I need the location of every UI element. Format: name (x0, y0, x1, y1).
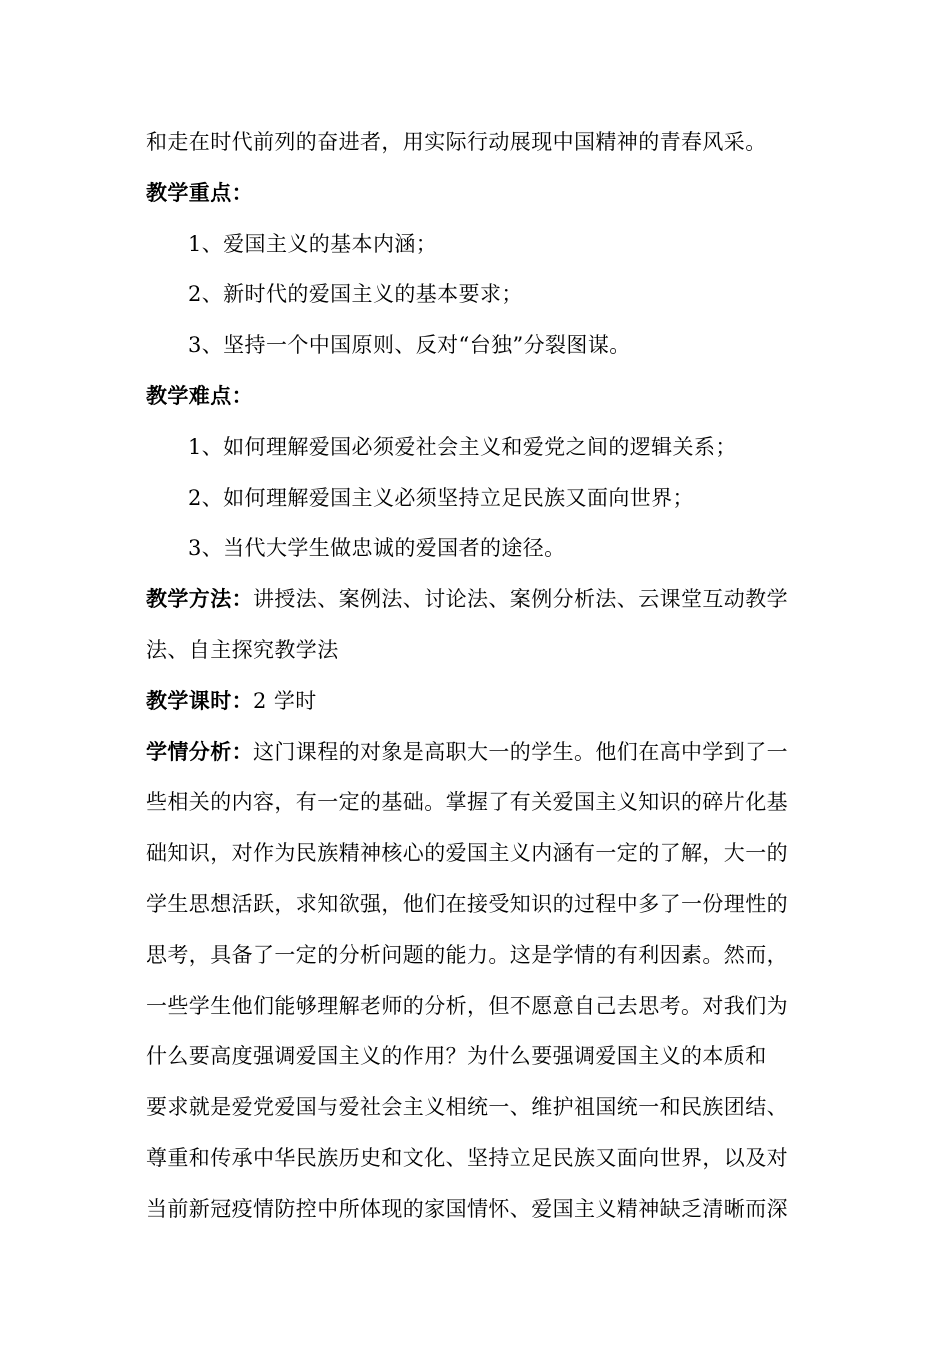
key-points-heading: 教学重点： (146, 179, 253, 205)
analysis-line: 要求就是爱党爱国与爱社会主义相统一、维护祖国统一和民族团结、 (146, 1095, 788, 1120)
analysis-line: 思考，具备了一定的分析问题的能力。这是学情的有利因素。然而， (146, 942, 788, 967)
key-point-item: 1、爱国主义的基本内涵； (188, 231, 438, 256)
hours-value: 2 学时 (253, 688, 317, 713)
difficult-points-heading: 教学难点： (146, 382, 253, 408)
intro-line: 和走在时代前列的奋进者，用实际行动展现中国精神的青春风采。 (146, 130, 767, 154)
analysis-line: 什么要高度强调爱国主义的作用？为什么要强调爱国主义的本质和 (146, 1044, 767, 1069)
document-page (146, 117, 816, 1235)
difficult-point-item: 1、如何理解爱国必须爱社会主义和爱党之间的逻辑关系； (188, 434, 737, 459)
analysis-line: 尊重和传承中华民族历史和文化、坚持立足民族又面向世界，以及对 (146, 1145, 788, 1170)
analysis-line: 当前新冠疫情防控中所体现的家国情怀、爱国主义精神缺乏清晰而深 (146, 1196, 788, 1221)
key-point-item: 2、新时代的爱国主义的基本要求； (188, 282, 523, 307)
analysis-line: 一些学生他们能够理解老师的分析，但不愿意自己去思考。对我们为 (146, 993, 788, 1018)
analysis-line: 些相关的内容，有一定的基础。掌握了有关爱国主义知识的碎片化基 (146, 790, 788, 815)
methods-text: 讲授法、案例法、讨论法、案例分析法、云课堂互动教学 (253, 587, 788, 612)
analysis-text: 这门课程的对象是高职大一的学生。他们在高中学到了一 (253, 739, 788, 764)
key-point-item: 3、坚持一个中国原则、反对“台独”分裂图谋。 (188, 333, 631, 358)
methods-paragraph (146, 574, 816, 625)
analysis-line: 学生思想活跃，求知欲强，他们在接受知识的过程中多了一份理性的 (146, 891, 788, 916)
difficult-point-item: 2、如何理解爱国主义必须坚持立足民族又面向世界； (188, 485, 694, 510)
difficult-point-item: 3、当代大学生做忠诚的爱国者的途径。 (188, 536, 566, 561)
methods-label: 教学方法： (146, 586, 253, 612)
analysis-line: 础知识，对作为民族精神核心的爱国主义内涵有一定的了解，大一的 (146, 841, 788, 866)
methods-continuation: 法、自主探究教学法 (146, 637, 339, 662)
analysis-label: 学情分析： (146, 738, 253, 764)
analysis-paragraph (146, 727, 816, 778)
hours-label: 教学课时： (146, 687, 253, 713)
hours-paragraph (146, 676, 816, 727)
